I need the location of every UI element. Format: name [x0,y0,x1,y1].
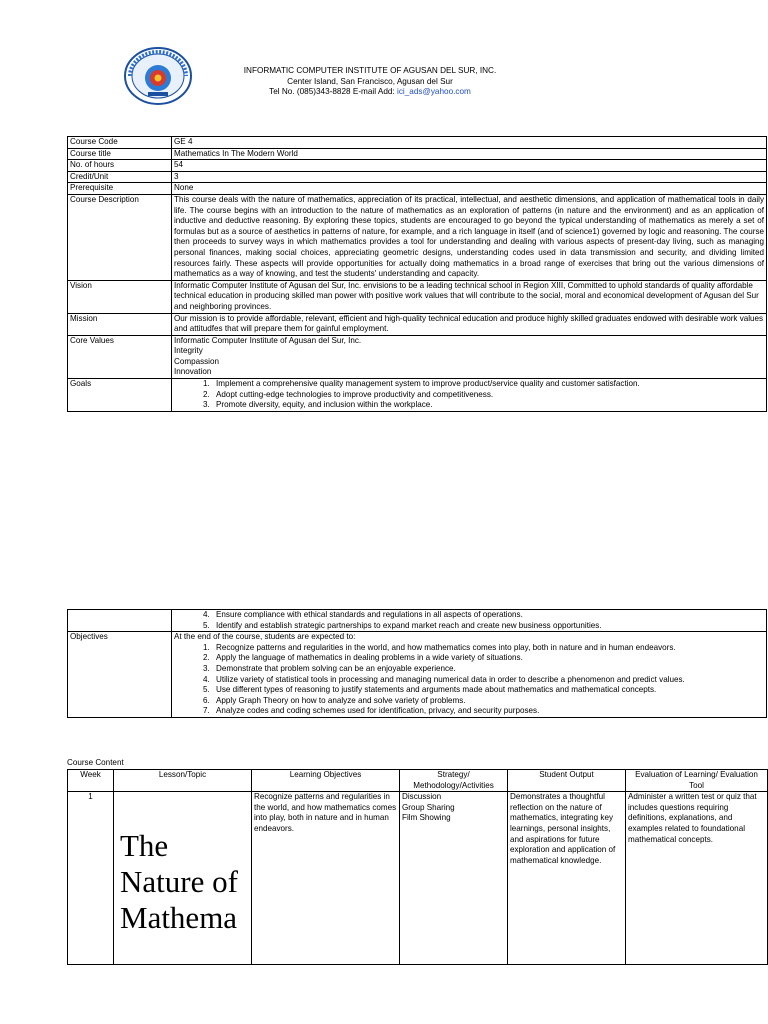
course-info-table-continued [67,609,767,718]
credit-label: Credit/Unit [68,171,172,183]
table-row [68,313,767,335]
prerequisite-label: Prerequisite [68,183,172,195]
course-content-label: Course Content [67,758,124,767]
goals-label: Goals [68,379,172,412]
table-row [68,792,768,965]
goal-item: 2. Adopt cutting-edge technologies to improve productivity and competitiveness. [212,390,764,401]
vision-label: Vision [68,280,172,313]
objective-item: 4. Utilize variety of statistical tools in processing and managing numerical data in order to describe a phenomenon and predict values. [212,675,764,686]
table-row [68,160,767,172]
week-cell: 1 [68,792,114,965]
table-row [68,183,767,195]
institution-header [200,66,540,98]
column-header-week: Week [68,770,114,792]
objective-item: 1. Recognize patterns and regularities in the world, and how mathematics comes into play, both in nature and in human endeavors. [212,643,764,654]
column-header-evaluation: Evaluation of Learning/ Evaluation Tool [626,770,768,792]
table-row [68,280,767,313]
objectives-list [174,643,764,717]
goals-value-continued [172,610,767,632]
institution-logo [122,46,194,106]
course-title-label: Course title [68,148,172,160]
strategy-cell [400,792,508,965]
hours-label: No. of hours [68,160,172,172]
column-header-strategy: Strategy/ Methodology/Activities [400,770,508,792]
core-value-item: Compassion [174,356,219,366]
column-header-output: Student Output [508,770,626,792]
output-cell: Demonstrates a thoughtful reflection on the nature of mathematics, integrating key learnings, personal insights, and aspirations for future exploration and application of mathematical knowledge. [508,792,626,965]
credit-value: 3 [172,171,767,183]
goal-item: 3. Promote diversity, equity, and inclusion within the workplace. [212,400,764,411]
core-values-value [172,335,767,378]
objective-item: 2. Apply the language of mathematics in dealing problems in a wide variety of situations. [212,653,764,664]
table-row [68,379,767,412]
topic-cell [114,792,252,965]
goal-item: 4. Ensure compliance with ethical standards and regulations in all aspects of operations. [212,610,764,621]
strategy-item: Film Showing [402,813,451,823]
course-title-value: Mathematics In The Modern World [172,148,767,160]
column-header-objectives: Learning Objectives [252,770,400,792]
email-link[interactable]: ici_ads@yahoo.com [397,87,471,96]
objectives-cell: Recognize patterns and regularities in the world, and how mathematics comes into play, both in nature and in human endeavors. [252,792,400,965]
objectives-label: Objectives [68,632,172,718]
objectives-value [172,632,767,718]
mission-value: Our mission is to provide affordable, relevant, efficient and high-quality technical education and produce highly skilled graduates endowed with desirable work values and attitudfes that will prepare them for gainful employment. [172,313,767,335]
course-code-label: Course Code [68,137,172,149]
table-row [68,148,767,160]
objective-item: 5. Use different types of reasoning to justify statements and arguments made about mathematics and mathematical concepts. [212,685,764,696]
hours-value: 54 [172,160,767,172]
description-label: Course Description [68,194,172,280]
course-content-table [67,769,768,965]
institution-name: INFORMATIC COMPUTER INSTITUTE OF AGUSAN DEL SUR, INC. [243,66,497,75]
institution-contact: Tel No. (085)343-8828 E-mail Add: ici_ads@yahoo.com [269,87,471,96]
table-row [68,610,767,632]
strategy-item: Group Sharing [402,802,455,812]
objective-item: 3. Demonstrate that problem solving can be an enjoyable experience. [212,664,764,675]
column-header-topic: Lesson/Topic [114,770,252,792]
table-row [68,171,767,183]
objective-item: 7. Analyze codes and coding schemes used for identification, privacy, and security purposes. [212,706,764,717]
course-code-value: GE 4 [172,137,767,149]
goals-value [172,379,767,412]
vision-value: Informatic Computer Institute of Agusan del Sur, Inc. envisions to be a leading technical school in Region XIII, Committed to uphold standards of quality affordable technical education in producing skilled man power with positive work values that will contribute to the social, moral and economical development of Agusan del Sur and neighboring provinces. [172,280,767,313]
core-value-item: Innovation [174,367,212,377]
prerequisite-value: None [172,183,767,195]
evaluation-cell: Administer a written test or quiz that includes questions requiring definitions, explanations, and examples related to foundational mathematical concepts. [626,792,768,965]
institution-address: Center Island, San Francisco, Agusan del Sur [287,76,453,86]
goals-list [174,610,764,631]
table-row [68,335,767,378]
table-header-row [68,770,768,792]
goal-item: 5. Identify and establish strategic partnerships to expand market reach and create new business opportunities. [212,621,764,632]
mission-label: Mission [68,313,172,335]
table-row [68,194,767,280]
core-value-item: Integrity [174,346,203,356]
core-value-item: Informatic Computer Institute of Agusan del Sur, Inc. [174,335,362,345]
core-values-label: Core Values [68,335,172,378]
goals-list [174,379,764,411]
goal-item: 1. Implement a comprehensive quality management system to improve product/service quality and customer satisfaction. [212,379,764,390]
objective-item: 6. Apply Graph Theory on how to analyze and solve variety of problems. [212,696,764,707]
strategy-item: Discussion [402,792,442,802]
table-row [68,137,767,149]
description-value: This course deals with the nature of mathematics, appreciation of its practical, intellectual, and aesthetic dimensions, and application of mathematical tools in daily life. The course begins with an introduction to the nature of mathematics as an exploration of patterns (in nature and the environment) and as an application of inductive and deductive reasoning. By exploring these topics, students are encouraged to go beyond the typical understanding of mathematics as merely a set of formulas but as a source of aesthetics in patterns of nature, for example, and a rich language in itself (and of science1) governed by logic and reasoning. The course then proceeds to survey ways in which mathematics provides a tool for understanding and dealing with various aspects of present-day living, such as managing personal finances, making social choices, appreciating geometric designs, understanding codes used in data transmission and security, and dividing limited resources fairly. These aspects will provide opportunities for actually doing mathematics in a broad range of exercises that bring out the various dimensions of mathematics as a way of knowing, and test the students' understanding and capacity. [172,194,767,280]
topic-text: The Nature of Mathema [120,828,238,936]
course-info-table [67,136,767,412]
table-row [68,632,767,718]
objectives-intro: At the end of the course, students are expected to: [174,632,356,642]
